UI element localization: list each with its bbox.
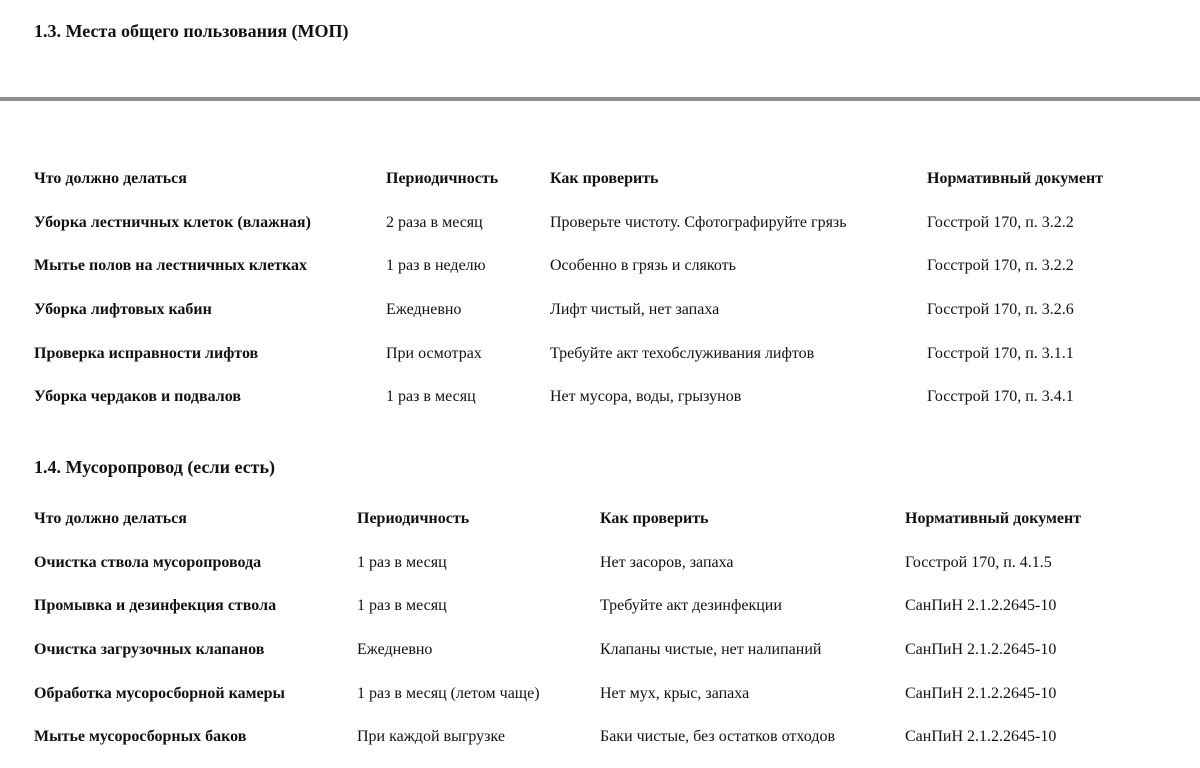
table-row <box>34 628 1155 672</box>
section-heading-1-3: 1.3. Места общего пользования (МОП) <box>34 21 349 41</box>
period-cell: 1 раз в неделю <box>386 257 486 275</box>
check-cell: Клапаны чистые, нет налипаний <box>600 640 822 658</box>
task-cell: Промывка и дезинфекция ствола <box>34 597 277 615</box>
period-cell: Ежедневно <box>386 300 462 318</box>
task-cell: Уборка чердаков и подвалов <box>34 388 242 406</box>
task-cell: Мытье мусоросборных баков <box>34 728 247 746</box>
table-row <box>34 715 1155 759</box>
column-header-period: Периодичность <box>386 169 499 187</box>
check-cell: Баки чистые, без остатков отходов <box>600 728 836 746</box>
document-cell: СанПиН 2.1.2.2645-10 <box>905 684 1057 702</box>
column-header-task: Что должно делаться <box>34 169 187 187</box>
task-cell: Очистка ствола мусоропровода <box>34 553 262 571</box>
table-header-row <box>34 157 1177 201</box>
section-divider <box>0 97 1200 101</box>
period-cell: При осмотрах <box>386 344 482 362</box>
column-header-document: Нормативный документ <box>905 509 1082 527</box>
column-header-period: Периодичность <box>357 509 470 527</box>
document-cell: Госстрой 170, п. 3.2.6 <box>927 300 1074 318</box>
document-cell: Госстрой 170, п. 3.4.1 <box>927 388 1074 406</box>
column-header-check: Как проверить <box>550 169 659 187</box>
column-header-task: Что должно делаться <box>34 509 187 527</box>
table-row <box>34 244 1177 288</box>
column-header-check: Как проверить <box>600 509 709 527</box>
period-cell: 1 раз в месяц <box>357 553 447 571</box>
period-cell: При каждой выгрузке <box>357 728 505 746</box>
table-row <box>34 201 1177 245</box>
period-cell: 1 раз в месяц <box>386 388 476 406</box>
table-row <box>34 584 1155 628</box>
period-cell: 1 раз в месяц <box>357 597 447 615</box>
document-cell: СанПиН 2.1.2.2645-10 <box>905 640 1057 658</box>
period-cell: Ежедневно <box>357 640 433 658</box>
check-cell: Нет мусора, воды, грызунов <box>550 388 742 406</box>
common-areas-table <box>34 157 1177 419</box>
table-row <box>34 375 1177 419</box>
period-cell: 2 раза в месяц <box>386 213 483 231</box>
table-header-row <box>34 497 1155 541</box>
table-row <box>34 541 1155 585</box>
document-cell: Госстрой 170, п. 4.1.5 <box>905 553 1052 571</box>
document-cell: СанПиН 2.1.2.2645-10 <box>905 597 1057 615</box>
task-cell: Обработка мусоросборной камеры <box>34 684 285 702</box>
check-cell: Требуйте акт дезинфекции <box>600 597 782 615</box>
check-cell: Нет мух, крыс, запаха <box>600 684 750 702</box>
task-cell: Мытье полов на лестничных клетках <box>34 257 307 275</box>
task-cell: Уборка лестничных клеток (влажная) <box>34 213 311 231</box>
check-cell: Лифт чистый, нет запаха <box>550 300 720 318</box>
check-cell: Особенно в грязь и слякоть <box>550 257 736 275</box>
check-cell: Требуйте акт техобслуживания лифтов <box>550 344 815 362</box>
table-row <box>34 288 1177 332</box>
check-cell: Нет засоров, запаха <box>600 553 734 571</box>
check-cell: Проверьте чистоту. Сфотографируйте грязь <box>550 213 847 231</box>
column-header-document: Нормативный документ <box>927 169 1104 187</box>
table-row <box>34 672 1155 716</box>
task-cell: Уборка лифтовых кабин <box>34 300 212 318</box>
document-cell: Госстрой 170, п. 3.2.2 <box>927 257 1074 275</box>
section-heading-1-4: 1.4. Мусоропровод (если есть) <box>34 457 276 477</box>
document-cell: Госстрой 170, п. 3.2.2 <box>927 213 1074 231</box>
period-cell: 1 раз в месяц (летом чаще) <box>357 684 540 702</box>
document-cell: СанПиН 2.1.2.2645-10 <box>905 728 1057 746</box>
document-cell: Госстрой 170, п. 3.1.1 <box>927 344 1074 362</box>
garbage-chute-table <box>34 497 1155 759</box>
task-cell: Проверка исправности лифтов <box>34 344 259 362</box>
table-row <box>34 332 1177 376</box>
task-cell: Очистка загрузочных клапанов <box>34 640 265 658</box>
